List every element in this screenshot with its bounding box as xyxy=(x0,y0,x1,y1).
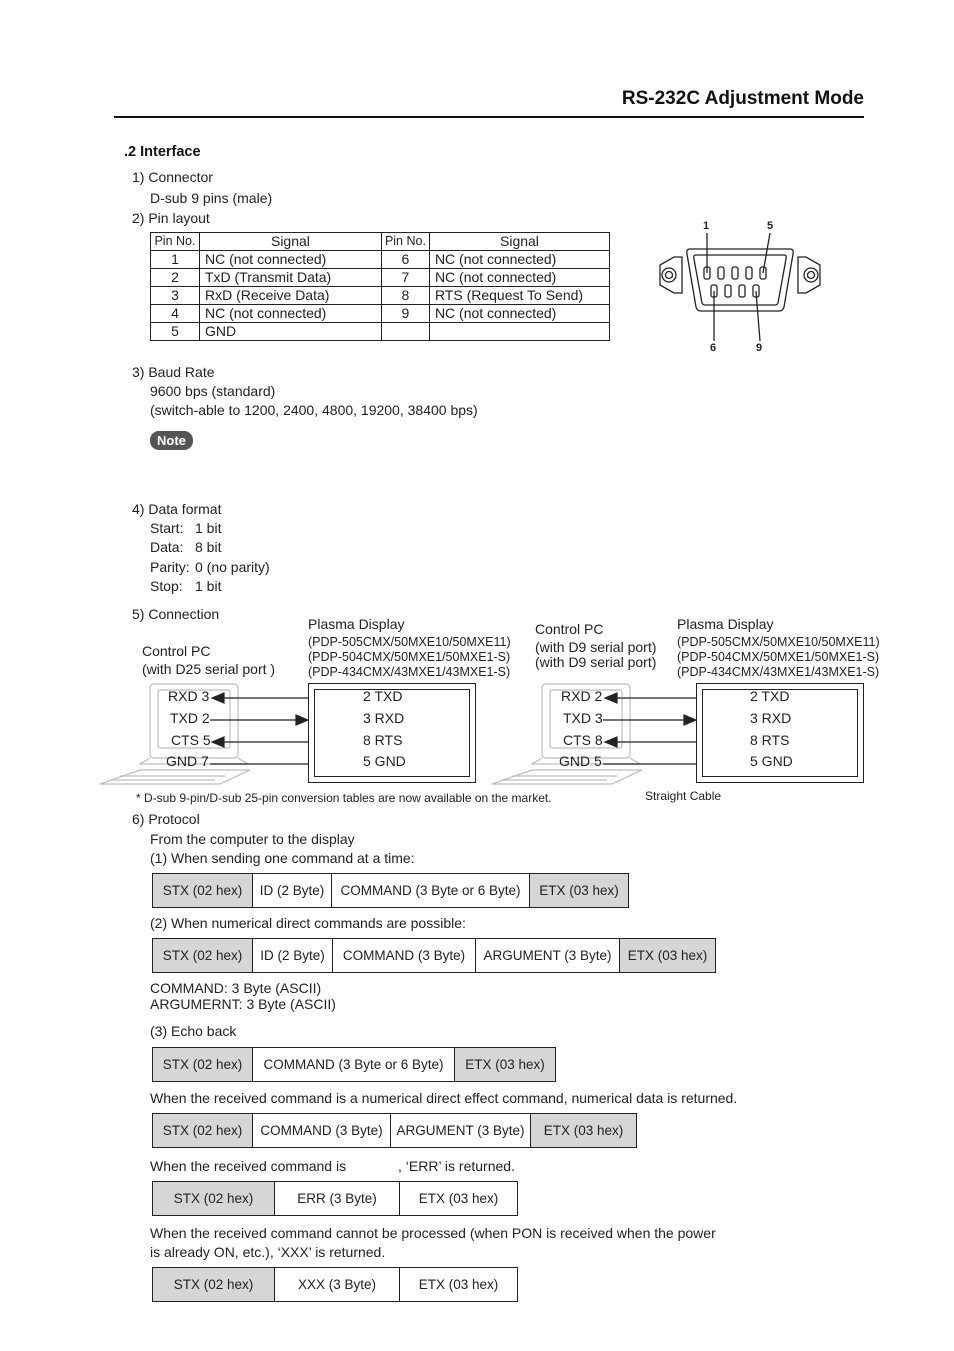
left-model-2: (PDP-504CMX/50MXE1/50MXE1-S) xyxy=(308,650,511,664)
pin-number: 1 xyxy=(151,251,200,269)
conversion-footnote: * D-sub 9-pin/D-sub 25-pin conversion tables are now available on the market. xyxy=(136,791,552,805)
frame-field: ID (2 Byte) xyxy=(253,874,332,907)
protocol-case2: (2) When numerical direct commands are possible: xyxy=(150,915,466,931)
err-text-end: , ‘ERR’ is returned. xyxy=(398,1158,515,1174)
header-rule xyxy=(114,116,864,118)
pin-signal: RxD (Receive Data) xyxy=(199,287,381,305)
pin-number: 3 xyxy=(151,287,200,305)
pin-label-5: 5 xyxy=(767,220,774,232)
pin-signal: RTS (Request To Send) xyxy=(429,287,609,305)
baud-label: 3) Baud Rate xyxy=(132,364,215,380)
pin-layout-label: 2) Pin layout xyxy=(132,210,210,226)
pin-number: 9 xyxy=(381,305,429,323)
header-pin-no: Pin No. xyxy=(151,233,200,251)
frame-field: COMMAND (3 Byte or 6 Byte) xyxy=(332,874,530,907)
header-pin-no: Pin No. xyxy=(381,233,429,251)
frame-single-command xyxy=(152,873,629,908)
straight-cable-label: Straight Cable xyxy=(645,789,722,803)
page-title: RS-232C Adjustment Mode xyxy=(621,88,864,109)
pin-signal xyxy=(429,323,609,341)
frame-field: ID (2 Byte) xyxy=(253,939,333,972)
frame-xxx xyxy=(152,1267,518,1302)
frame-field: ETX (03 hex) xyxy=(531,1114,636,1147)
header-signal: Signal xyxy=(429,233,609,251)
left-pc-title: Control PC xyxy=(142,643,211,659)
left-display-title: Plasma Display xyxy=(308,616,405,632)
protocol-case3: (3) Echo back xyxy=(150,1023,237,1039)
frame-field: STX (02 hex) xyxy=(153,1048,253,1081)
data-format-value: 1 bit xyxy=(195,520,222,536)
frame-err xyxy=(152,1181,518,1216)
header-signal: Signal xyxy=(199,233,381,251)
numerical-return-text: When the received command is a numerical direct effect command, numerical data is returned. xyxy=(150,1090,738,1106)
data-format-key: Data: xyxy=(150,539,184,555)
table-row xyxy=(151,305,610,323)
data-format-value: 1 bit xyxy=(195,578,222,594)
frame-field: ETX (03 hex) xyxy=(620,939,715,972)
xxx-text-line2: is already ON, etc.), ‘XXX’ is returned. xyxy=(150,1244,386,1260)
left-pc-sub: (with D25 serial port ) xyxy=(142,661,276,677)
left-wiring-lines xyxy=(210,690,310,770)
pin-signal: NC (not connected) xyxy=(429,251,609,269)
left-display-pin: 3 RXD xyxy=(363,710,405,726)
protocol-intro: From the computer to the display xyxy=(150,831,355,847)
right-display-pin: 5 GND xyxy=(750,753,793,769)
frame-field: COMMAND (3 Byte) xyxy=(333,939,476,972)
ascii-argument: ARGUMERNT: 3 Byte (ASCII) xyxy=(150,996,336,1012)
right-pc-sub: (with D9 serial port) xyxy=(535,654,657,670)
left-display-pin: 2 TXD xyxy=(363,688,403,704)
pin-number: 7 xyxy=(381,269,429,287)
pin-label-9: 9 xyxy=(756,342,763,354)
right-pc-pin: RXD 2 xyxy=(561,688,603,704)
right-wiring-lines xyxy=(603,690,703,770)
right-model-1: (PDP-505CMX/50MXE10/50MXE11) xyxy=(677,635,880,649)
right-model-3: (PDP-434CMX/43MXE1/43MXE1-S) xyxy=(677,665,880,679)
pin-number: 2 xyxy=(151,269,200,287)
left-pc-pin: CTS 5 xyxy=(171,732,211,748)
right-display-pin: 8 RTS xyxy=(750,732,790,748)
left-pc-pin: RXD 3 xyxy=(168,688,210,704)
frame-field: COMMAND (3 Byte) xyxy=(253,1114,391,1147)
frame-field: STX (02 hex) xyxy=(153,874,253,907)
baud-standard: 9600 bps (standard) xyxy=(150,383,276,399)
right-display-pin: 3 RXD xyxy=(750,710,792,726)
table-row xyxy=(151,251,610,269)
right-pc-title: Control PC xyxy=(535,621,604,637)
frame-field: STX (02 hex) xyxy=(153,1268,275,1301)
pin-table xyxy=(150,232,610,341)
table-row xyxy=(151,269,610,287)
frame-numerical-return xyxy=(152,1113,637,1148)
data-format-label: 4) Data format xyxy=(132,501,222,517)
frame-echo-back xyxy=(152,1047,556,1082)
right-model-2: (PDP-504CMX/50MXE1/50MXE1-S) xyxy=(677,650,880,664)
pin-signal: NC (not connected) xyxy=(429,305,609,323)
data-format-value: 8 bit xyxy=(195,539,222,555)
pin-number: 4 xyxy=(151,305,200,323)
protocol-label: 6) Protocol xyxy=(132,811,200,827)
right-display-title: Plasma Display xyxy=(677,616,774,632)
pin-label-1: 1 xyxy=(703,220,710,232)
data-format-key: Parity: xyxy=(150,559,190,575)
frame-field: ARGUMENT (3 Byte) xyxy=(476,939,620,972)
left-model-3: (PDP-434CMX/43MXE1/43MXE1-S) xyxy=(308,665,511,679)
err-text-start: When the received command is xyxy=(150,1158,347,1174)
right-display-pin: 2 TXD xyxy=(750,688,790,704)
frame-field: ETX (03 hex) xyxy=(455,1048,555,1081)
frame-field: ETX (03 hex) xyxy=(530,874,628,907)
pin-number: 6 xyxy=(381,251,429,269)
pin-number: 8 xyxy=(381,287,429,305)
pin-number: 5 xyxy=(151,323,200,341)
left-pc-pin: TXD 2 xyxy=(170,710,210,726)
pin-signal: NC (not connected) xyxy=(199,305,381,323)
section-title: .2 Interface xyxy=(124,144,201,160)
frame-field: STX (02 hex) xyxy=(153,939,253,972)
frame-field: ETX (03 hex) xyxy=(418,1191,499,1206)
pin-signal: NC (not connected) xyxy=(429,269,609,287)
data-format-key: Stop: xyxy=(150,578,183,594)
connector-label: 1) Connector xyxy=(132,169,213,185)
left-pc-pin: GND 7 xyxy=(166,753,209,769)
frame-field: COMMAND (3 Byte or 6 Byte) xyxy=(253,1048,455,1081)
right-pc-pin: CTS 8 xyxy=(563,732,603,748)
xxx-text-line1: When the received command cannot be processed (when PON is received when the power xyxy=(150,1225,716,1241)
right-pc-sub: (with D9 serial port) xyxy=(535,639,657,655)
frame-field: XXX (3 Byte) xyxy=(275,1268,400,1301)
ascii-command: COMMAND: 3 Byte (ASCII) xyxy=(150,980,322,996)
frame-field: ERR (3 Byte) xyxy=(275,1182,400,1215)
table-row xyxy=(151,323,610,341)
right-pc-pin: GND 5 xyxy=(559,753,602,769)
pin-label-6: 6 xyxy=(710,342,717,354)
frame-field: ARGUMENT (3 Byte) xyxy=(391,1114,531,1147)
baud-switchable: (switch-able to 1200, 2400, 4800, 19200, 38400 bps) xyxy=(150,402,478,418)
data-format-value: 0 (no parity) xyxy=(195,559,270,575)
frame-field: STX (02 hex) xyxy=(153,1182,275,1215)
frame-field: STX (02 hex) xyxy=(153,1114,253,1147)
pin-signal: NC (not connected) xyxy=(199,251,381,269)
connector-value: D-sub 9 pins (male) xyxy=(150,190,273,206)
right-pc-pin: TXD 3 xyxy=(563,710,603,726)
left-model-1: (PDP-505CMX/50MXE10/50MXE11) xyxy=(308,635,511,649)
pin-number xyxy=(381,323,429,341)
note-badge: Note xyxy=(150,431,193,450)
frame-field: ETX (03 hex) xyxy=(418,1277,499,1292)
table-row xyxy=(151,287,610,305)
table-header-row xyxy=(151,233,610,251)
pin-signal: GND xyxy=(199,323,381,341)
connection-label: 5) Connection xyxy=(132,606,220,622)
dsub9-connector-diagram xyxy=(650,215,830,360)
left-display-pin: 5 GND xyxy=(363,753,406,769)
left-display-pin: 8 RTS xyxy=(363,732,403,748)
frame-numerical-command xyxy=(152,938,716,973)
data-format-key: Start: xyxy=(150,520,184,536)
protocol-case1: (1) When sending one command at a time: xyxy=(150,850,415,866)
pin-signal: TxD (Transmit Data) xyxy=(199,269,381,287)
